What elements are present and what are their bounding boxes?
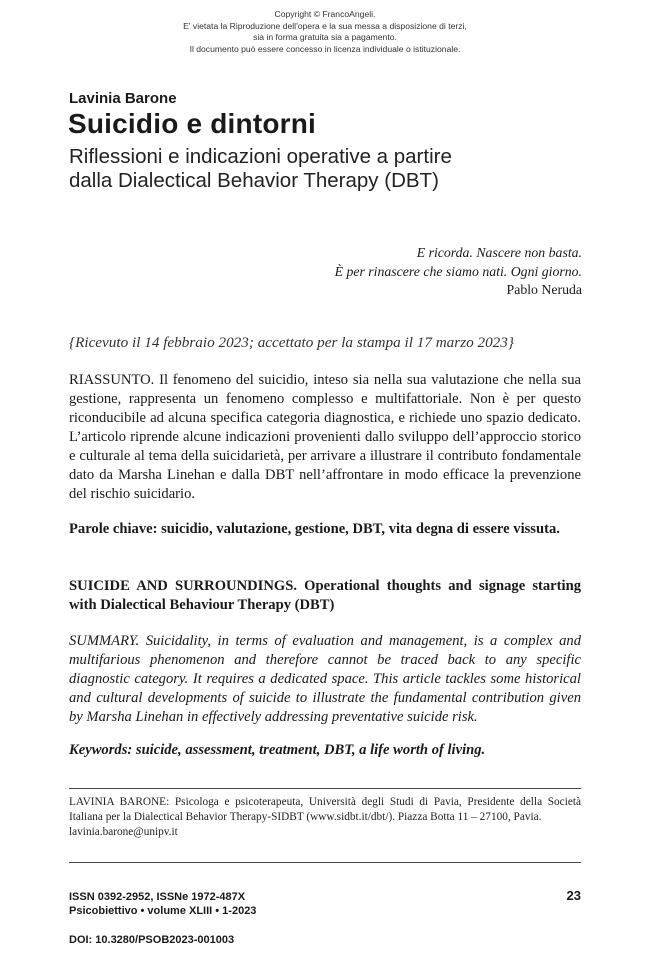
journal-volume: Psicobiettivo • volume XLIII • 1-2023 [69,905,257,917]
abstract-italian: RIASSUNTO. Il fenomeno del suicidio, inteso sia nella sua valutazione che nella sua gestione, rappresenta un fenomeno complesso e multifattoriale. Non è per questo riconducibile ad alcuna specifica categoria diagnostica, e richiede uno spazio dedicato. L’articolo riprende alcune indicazioni provenienti dallo sviluppo dell’approccio storico e culturale al tema della suicidarietà, per arrivare a illustrare il contributo fondamentale dato da Marsha Linehan e dalla DBT nell’affrontare in modo efficace la prevenzione del rischio suicidario. [69,372,581,502]
doi[interactable]: DOI: 10.3280/PSOB2023-001003 [69,934,235,946]
copyright-notice [0,9,650,55]
copyright-line: Il documento può essere concesso in licenza individuale o istituzionale. [189,43,461,54]
epigraph-line: È per rinascere che siamo nati. Ogni giorno. [334,263,582,279]
english-title: SUICIDE AND SURROUNDINGS. Operational thoughts and signage starting with Dialectical Behaviour Therapy (DBT) [69,578,581,613]
copyright-line: Copyright © FrancoAngeli. [274,9,376,19]
copyright-line: sia in forma gratuita sia a pagamento. [253,32,397,43]
epigraph-line: E ricorda. Nascere non basta. [416,245,582,260]
epigraph-attribution: Pablo Neruda [506,282,582,297]
article-title: Suicidio e dintorni [68,108,317,139]
received-dates: {Ricevuto il 14 febbraio 2023; accettato per la stampa il 17 marzo 2023} [69,334,514,351]
subtitle-line: dalla Dialectical Behavior Therapy (DBT) [69,169,439,192]
summary-english: SUMMARY. Suicidality, in terms of evaluation and management, is a complex and multifarious phenomenon and therefore cannot be traced back to any specific diagnostic category. It requires a dedicated space. This article tackles some historical and cultural developments of suicide to illustrate the fundamental contribution given by Marsha Linehan in effectively addressing preventative suicide risk. [69,633,581,725]
subtitle-line: Riflessioni e indicazioni operative a partire [69,145,452,168]
copyright-line: E' vietata la Riproduzione dell'opera e la sua messa a disposizione di terzi, [183,20,467,31]
epigraph [335,244,582,300]
article-subtitle [69,145,452,193]
divider [69,788,581,789]
keywords-italian: Parole chiave: suicidio, valutazione, gestione, DBT, vita degna di essere vissuta. [69,521,560,537]
journal-info [69,890,256,918]
divider [69,862,581,863]
author-email[interactable]: lavinia.barone@unipv.it [69,826,178,839]
author-name: Lavinia Barone [69,90,177,107]
affiliation-text: LAVINIA BARONE: Psicologa e psicoterapeuta, Università degli Studi di Pavia, Presidente della Società Italiana per la Dialectical Behavior Therapy-SIDBT (www.sidbt.it/dbt/). Piazza Botta 11 – 27100, Pavia. [69,796,581,824]
keywords-english: Keywords: suicide, assessment, treatment, DBT, a life worth of living. [69,742,486,758]
page-number: 23 [566,888,581,903]
author-affiliation [69,795,581,841]
issn: ISSN 0392-2952, ISSNe 1972-487X [69,891,246,903]
